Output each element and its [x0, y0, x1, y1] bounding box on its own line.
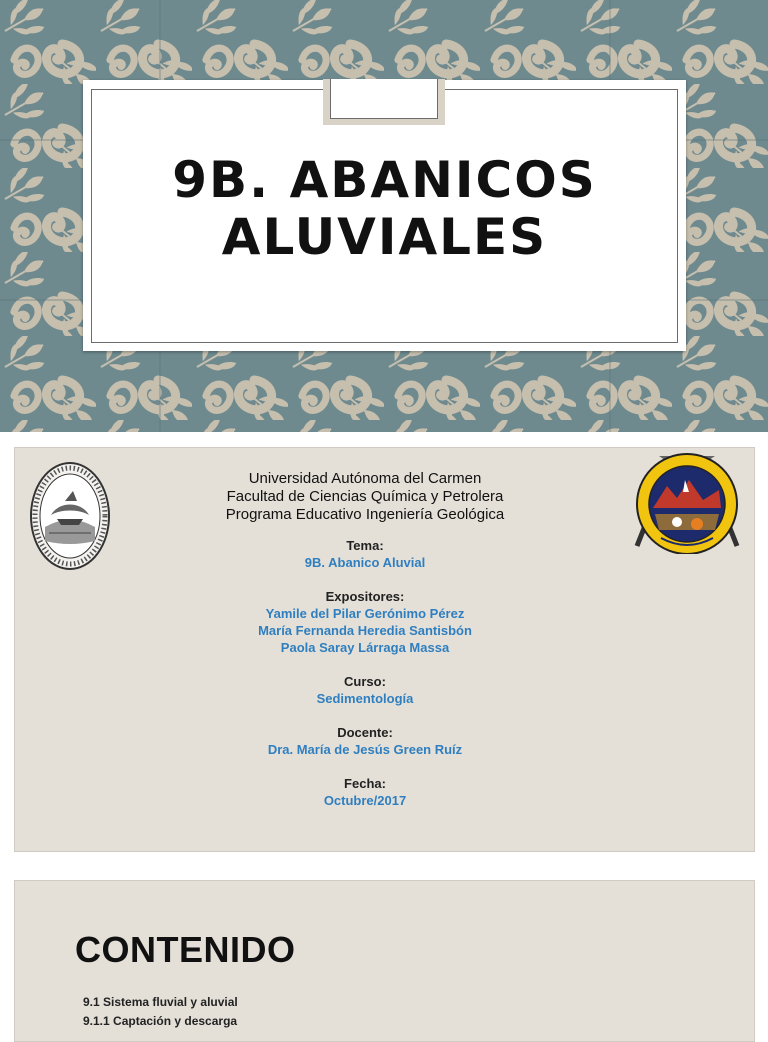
presenter-name: Yamile del Pilar Gerónimo Pérez	[265, 606, 465, 621]
contents-heading: CONTENIDO	[75, 929, 296, 970]
course-label: Curso:	[344, 674, 386, 689]
slide-title-line-1: 9B. ABANICOS	[172, 151, 597, 209]
faculty-name: Facultad de Ciencias Química y Petrolera	[226, 488, 504, 505]
date-value: Octubre/2017	[323, 793, 407, 808]
title-card	[83, 80, 686, 351]
contents-slide	[14, 880, 755, 1042]
list-item: 9.1 Sistema fluvial y aluvial	[83, 995, 238, 1009]
title-slide	[0, 0, 768, 432]
cover-info	[145, 470, 585, 809]
teacher-value: Dra. María de Jesús Green Ruíz	[267, 742, 463, 757]
title-tab-decoration	[323, 79, 445, 125]
teacher-label: Docente:	[337, 725, 393, 740]
course-value: Sedimentología	[316, 691, 414, 706]
topic-label: Tema:	[346, 538, 384, 553]
university-seal-icon	[29, 461, 111, 571]
geology-engineering-seal-icon	[631, 450, 743, 554]
date-label: Fecha:	[344, 776, 386, 791]
contents-list	[83, 993, 238, 1031]
presenters-label: Expositores:	[325, 589, 405, 604]
list-item: 9.1.1 Captación y descarga	[83, 1014, 238, 1028]
cover-slide	[14, 447, 755, 852]
program-name: Programa Educativo Ingeniería Geológica	[225, 506, 505, 523]
slide-title-line-2: ALUVIALES	[221, 208, 548, 266]
title-tab-inner	[330, 79, 438, 119]
presenter-name: María Fernanda Heredia Santisbón	[258, 623, 472, 638]
university-name: Universidad Autónoma del Carmen	[248, 470, 482, 487]
presenter-name: Paola Saray Lárraga Massa	[280, 640, 450, 655]
slide-title	[83, 152, 686, 266]
topic-value: 9B. Abanico Aluvial	[304, 555, 426, 570]
